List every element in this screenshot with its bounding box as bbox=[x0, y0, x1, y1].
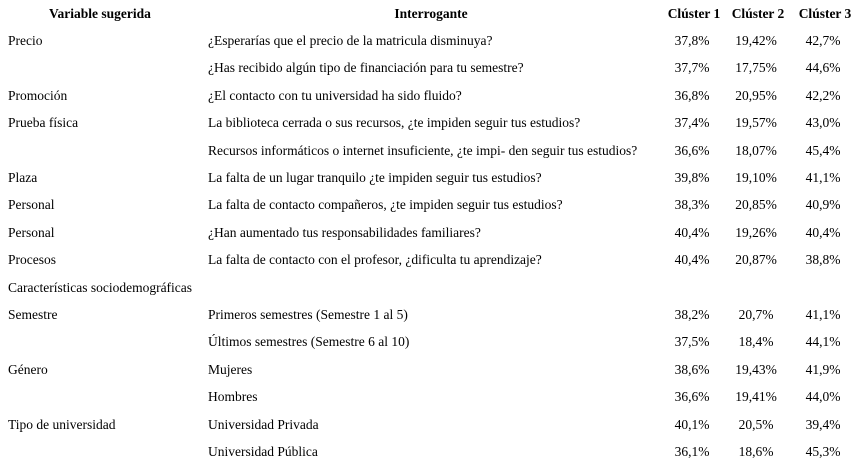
header-cluster-1: Clúster 1 bbox=[667, 5, 721, 21]
cluster1-value-cell: 37,7% bbox=[674, 60, 710, 76]
cluster3-value-cell bbox=[790, 274, 860, 301]
variable-cell: Promoción bbox=[8, 87, 68, 103]
table-row bbox=[0, 82, 860, 109]
variable-cell: Características sociodemográficas bbox=[8, 279, 193, 295]
table-row bbox=[0, 192, 860, 219]
table-row bbox=[0, 383, 860, 410]
interrogante-cell: Primeros semestres (Semestre 1 al 5) bbox=[208, 306, 408, 322]
variable-cell bbox=[0, 329, 200, 356]
cluster3-value-cell: 38,8% bbox=[805, 252, 841, 268]
cluster2-value-cell: 19,42% bbox=[735, 33, 777, 49]
cluster1-value-cell: 36,1% bbox=[674, 443, 710, 459]
interrogante-cell: Mujeres bbox=[208, 361, 253, 377]
interrogante-cell: Últimos semestres (Semestre 6 al 10) bbox=[208, 334, 410, 350]
interrogante-cell: Universidad Privada bbox=[208, 416, 319, 432]
cluster1-value-cell: 38,6% bbox=[674, 361, 710, 377]
variable-cell: Precio bbox=[8, 33, 43, 49]
table-row bbox=[0, 301, 860, 328]
cluster2-value-cell: 17,75% bbox=[735, 60, 777, 76]
variable-cell: Semestre bbox=[8, 306, 58, 322]
cluster1-value-cell: 36,8% bbox=[674, 87, 710, 103]
cluster2-value-cell: 19,43% bbox=[735, 361, 777, 377]
cluster2-value-cell: 19,26% bbox=[735, 224, 777, 240]
table-row bbox=[0, 164, 860, 191]
table-row bbox=[0, 137, 860, 164]
cluster3-value-cell: 40,9% bbox=[805, 197, 841, 213]
cluster2-value-cell: 19,57% bbox=[735, 115, 777, 131]
cluster1-value-cell: 40,4% bbox=[674, 224, 710, 240]
variable-cell bbox=[0, 55, 200, 82]
cluster3-value-cell: 42,7% bbox=[805, 33, 841, 49]
table-row bbox=[0, 110, 860, 137]
variable-cell: Personal bbox=[8, 197, 55, 213]
table-row bbox=[0, 219, 860, 246]
table-row bbox=[0, 55, 860, 82]
cluster2-value-cell: 20,7% bbox=[738, 306, 774, 322]
interrogante-cell bbox=[200, 274, 662, 301]
variable-cell: Género bbox=[8, 361, 48, 377]
cluster2-value-cell: 19,10% bbox=[735, 170, 777, 186]
table-header-row bbox=[0, 0, 860, 27]
table-row bbox=[0, 411, 860, 438]
cluster2-value-cell: 18,07% bbox=[735, 142, 777, 158]
cluster1-value-cell: 40,4% bbox=[674, 252, 710, 268]
interrogante-cell: La falta de un lugar tranquilo ¿te impiden seguir tus estudios? bbox=[208, 170, 542, 186]
cluster3-value-cell: 45,4% bbox=[805, 142, 841, 158]
cluster1-value-cell: 36,6% bbox=[674, 142, 710, 158]
cluster2-value-cell: 18,4% bbox=[738, 334, 774, 350]
table-row bbox=[0, 356, 860, 383]
cluster1-value-cell: 38,3% bbox=[674, 197, 710, 213]
table-row bbox=[0, 27, 860, 54]
interrogante-cell: Hombres bbox=[208, 389, 258, 405]
interrogante-cell: ¿Han aumentado tus responsabilidades familiares? bbox=[208, 224, 481, 240]
variable-cell: Procesos bbox=[8, 252, 56, 268]
cluster1-value-cell: 36,6% bbox=[674, 389, 710, 405]
cluster3-value-cell: 44,6% bbox=[805, 60, 841, 76]
header-cluster-2: Clúster 2 bbox=[731, 5, 785, 21]
table-row bbox=[0, 329, 860, 356]
cluster3-value-cell: 44,1% bbox=[805, 334, 841, 350]
cluster2-value-cell: 20,87% bbox=[735, 252, 777, 268]
cluster1-value-cell bbox=[662, 274, 726, 301]
cluster2-value-cell: 18,6% bbox=[738, 443, 774, 459]
variable-cell: Tipo de universidad bbox=[8, 416, 116, 432]
variable-cell: Plaza bbox=[8, 170, 38, 186]
cluster1-value-cell: 40,1% bbox=[674, 416, 710, 432]
variable-cell: Prueba física bbox=[8, 115, 79, 131]
cluster3-value-cell: 41,1% bbox=[805, 170, 841, 186]
header-variable-sugerida: Variable sugerida bbox=[49, 5, 151, 21]
interrogante-cell: ¿Esperarías que el precio de la matricula disminuya? bbox=[208, 33, 493, 49]
table-body bbox=[0, 27, 860, 465]
cluster3-value-cell: 45,3% bbox=[805, 443, 841, 459]
cluster1-value-cell: 38,2% bbox=[674, 306, 710, 322]
cluster3-value-cell: 39,4% bbox=[805, 416, 841, 432]
cluster3-value-cell: 40,4% bbox=[805, 224, 841, 240]
cluster3-value-cell: 43,0% bbox=[805, 115, 841, 131]
interrogante-cell: Recursos informáticos o internet insuficiente, ¿te impi- den seguir tus estudios? bbox=[208, 142, 638, 158]
cluster3-value-cell: 44,0% bbox=[805, 389, 841, 405]
cluster1-value-cell: 37,4% bbox=[674, 115, 710, 131]
cluster2-value-cell: 20,5% bbox=[738, 416, 774, 432]
cluster1-value-cell: 37,5% bbox=[674, 334, 710, 350]
interrogante-cell: La biblioteca cerrada o sus recursos, ¿te impiden seguir tus estudios? bbox=[208, 115, 581, 131]
cluster1-value-cell: 39,8% bbox=[674, 170, 710, 186]
header-cluster-3: Clúster 3 bbox=[798, 5, 852, 21]
cluster2-value-cell bbox=[726, 274, 790, 301]
cluster3-value-cell: 42,2% bbox=[805, 87, 841, 103]
variable-cell bbox=[0, 438, 200, 465]
cluster1-value-cell: 37,8% bbox=[674, 33, 710, 49]
cluster3-value-cell: 41,9% bbox=[805, 361, 841, 377]
interrogante-cell: La falta de contacto con el profesor, ¿dificulta tu aprendizaje? bbox=[208, 252, 542, 268]
header-interrogante: Interrogante bbox=[394, 5, 468, 21]
interrogante-cell: Universidad Pública bbox=[208, 443, 318, 459]
variable-cell bbox=[0, 383, 200, 410]
table-row bbox=[0, 274, 860, 301]
table-row bbox=[0, 247, 860, 274]
cluster2-value-cell: 20,85% bbox=[735, 197, 777, 213]
cluster3-value-cell: 41,1% bbox=[805, 306, 841, 322]
interrogante-cell: ¿El contacto con tu universidad ha sido fluido? bbox=[208, 87, 462, 103]
interrogante-cell: La falta de contacto compañeros, ¿te impiden seguir tus estudios? bbox=[208, 197, 563, 213]
variable-cell bbox=[0, 137, 200, 164]
cluster2-value-cell: 19,41% bbox=[735, 389, 777, 405]
variable-cell: Personal bbox=[8, 224, 55, 240]
cluster2-value-cell: 20,95% bbox=[735, 87, 777, 103]
interrogante-cell: ¿Has recibido algún tipo de financiación para tu semestre? bbox=[208, 60, 524, 76]
table-row bbox=[0, 438, 860, 465]
